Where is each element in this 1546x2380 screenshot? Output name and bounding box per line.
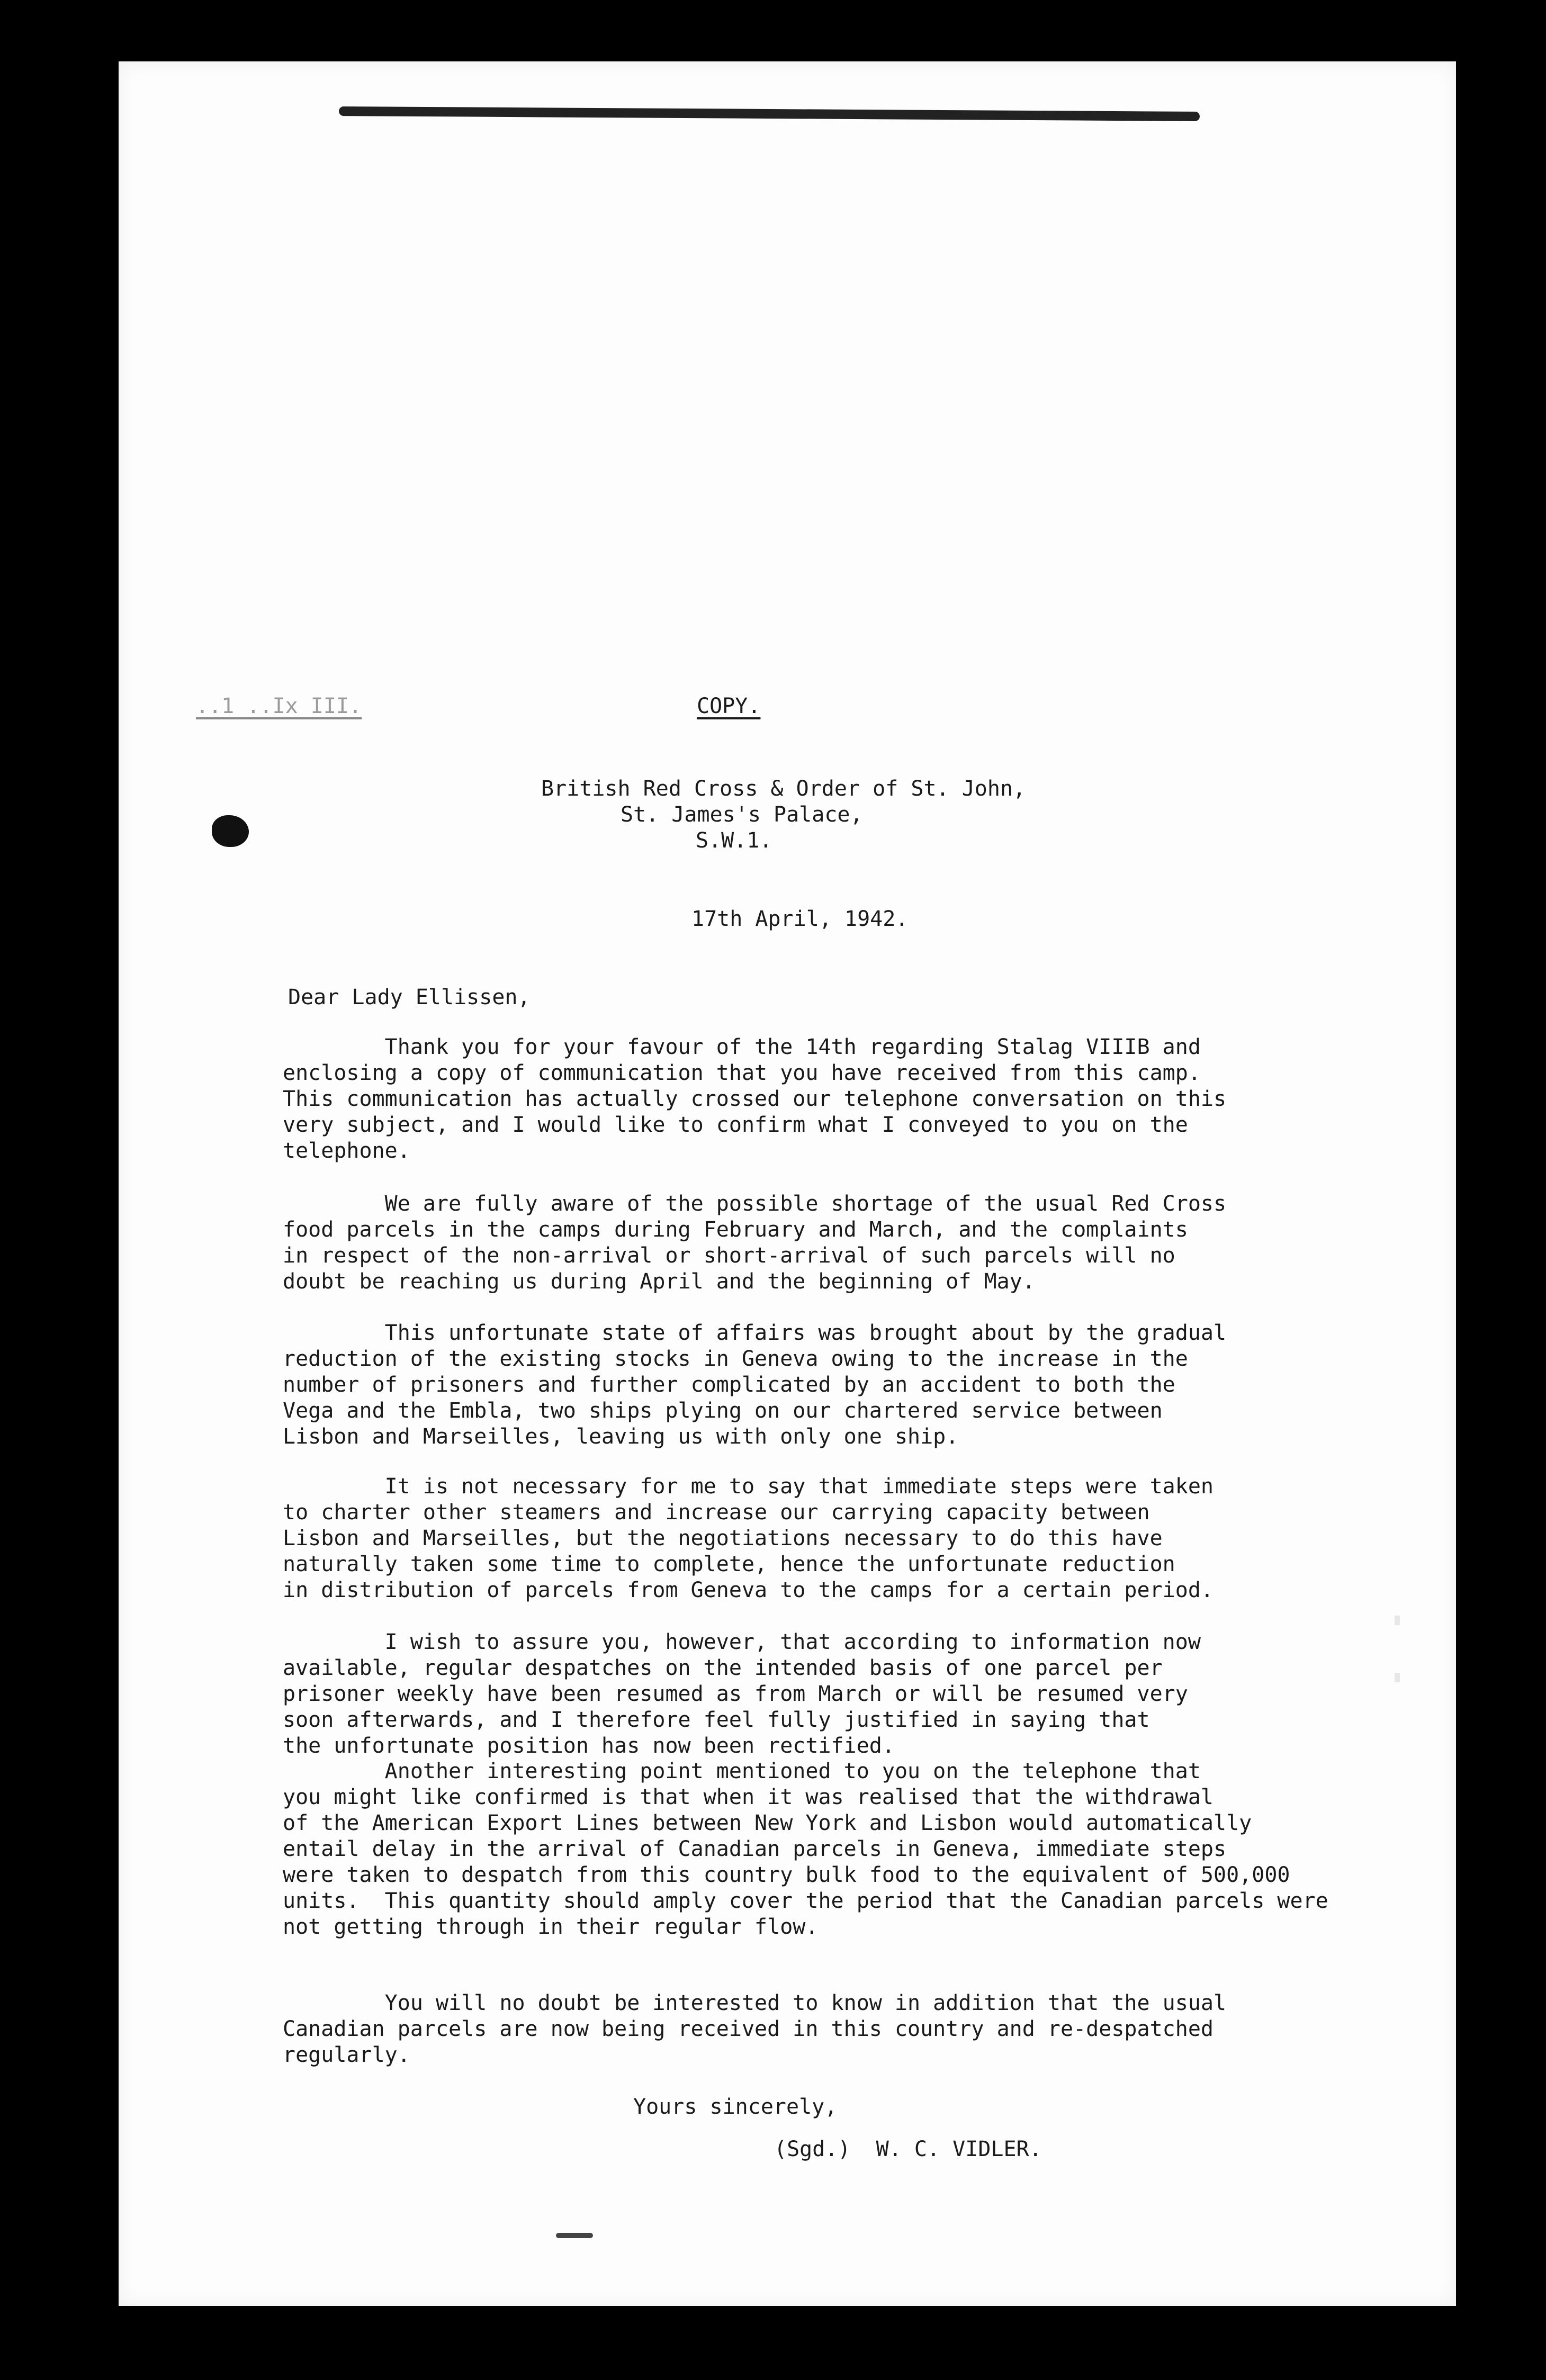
paragraph-7: You will no doubt be interested to know in addition that the usual Canadian parcels are now being received in this country and re-despatched regularly.: [283, 1991, 1227, 2067]
paragraph-3: This unfortunate state of affairs was brought about by the gradual reduction of the existing stocks in Geneva owing to the increase in the number of prisoners and further complicated by an accident to both the Vega and the Embla, two ships plying on our chartered service between Lisbon and Marseilles, leaving us with only one ship.: [283, 1321, 1227, 1449]
sender-address-line-3: S.W.1.: [696, 828, 772, 853]
paragraph-2: We are fully aware of the possible shortage of the usual Red Cross food parcels in the camps during February and March, and the complaints in respect of the non-arrival or short-arrival of such parcels will no doubt be reaching us during April and the beginning of May.: [283, 1192, 1227, 1294]
salutation: Dear Lady Ellissen,: [288, 985, 531, 1009]
annex-label: ..1 ..Ix III.: [196, 694, 362, 718]
paragraph-4: It is not necessary for me to say that immediate steps were taken to charter other steamers and increase our carrying capacity between Lisbon and Marseilles, but the negotiations necessary to do this have naturally taken some time to complete, hence the unfortunate reduction in distribution of parcels from Geneva to the camps for a certain period.: [283, 1474, 1214, 1602]
paragraph-1: Thank you for your favour of the 14th regarding Stalag VIIIB and enclosing a copy of communication that you have received from this camp. This communication has actually crossed our telephone conversation on this very subject, and I would like to confirm what I conveyed to you on the telephone.: [283, 1035, 1227, 1163]
signature: (Sgd.) W. C. VIDLER.: [774, 2137, 1042, 2161]
letter-date: 17th April, 1942.: [691, 907, 909, 931]
edge-speck: [1395, 1616, 1400, 1625]
ink-blot: [212, 815, 249, 847]
smudge-mark: [556, 2233, 593, 2238]
edge-speck: [1395, 1673, 1400, 1682]
sender-address-line-2: St. James's Palace,: [621, 803, 863, 827]
paragraph-5: I wish to assure you, however, that according to information now available, regular despatches on the intended basis of one parcel per prisoner weekly have been resumed as from March or will be resumed very soon afterwards, and I therefore feel fully justified in saying that the unfortunate position has now been rectified.: [283, 1630, 1201, 1758]
paragraph-6: Another interesting point mentioned to you on the telephone that you might like confirmed is that when it was realised that the withdrawal of the American Export Lines between New York and Lisbon would automatically entail delay in the arrival of Canadian parcels in Geneva, immediate steps were taken to despatch from this country bulk food to the equivalent of 500,000 units. This quantity should amply cover the period that the Canadian parcels were not getting through in their regular flow.: [283, 1759, 1328, 1939]
paper-sheet: [119, 61, 1456, 2306]
sender-address-line-1: British Red Cross & Order of St. John,: [541, 777, 1026, 801]
closing: Yours sincerely,: [633, 2095, 838, 2119]
copy-heading: COPY.: [697, 694, 761, 718]
